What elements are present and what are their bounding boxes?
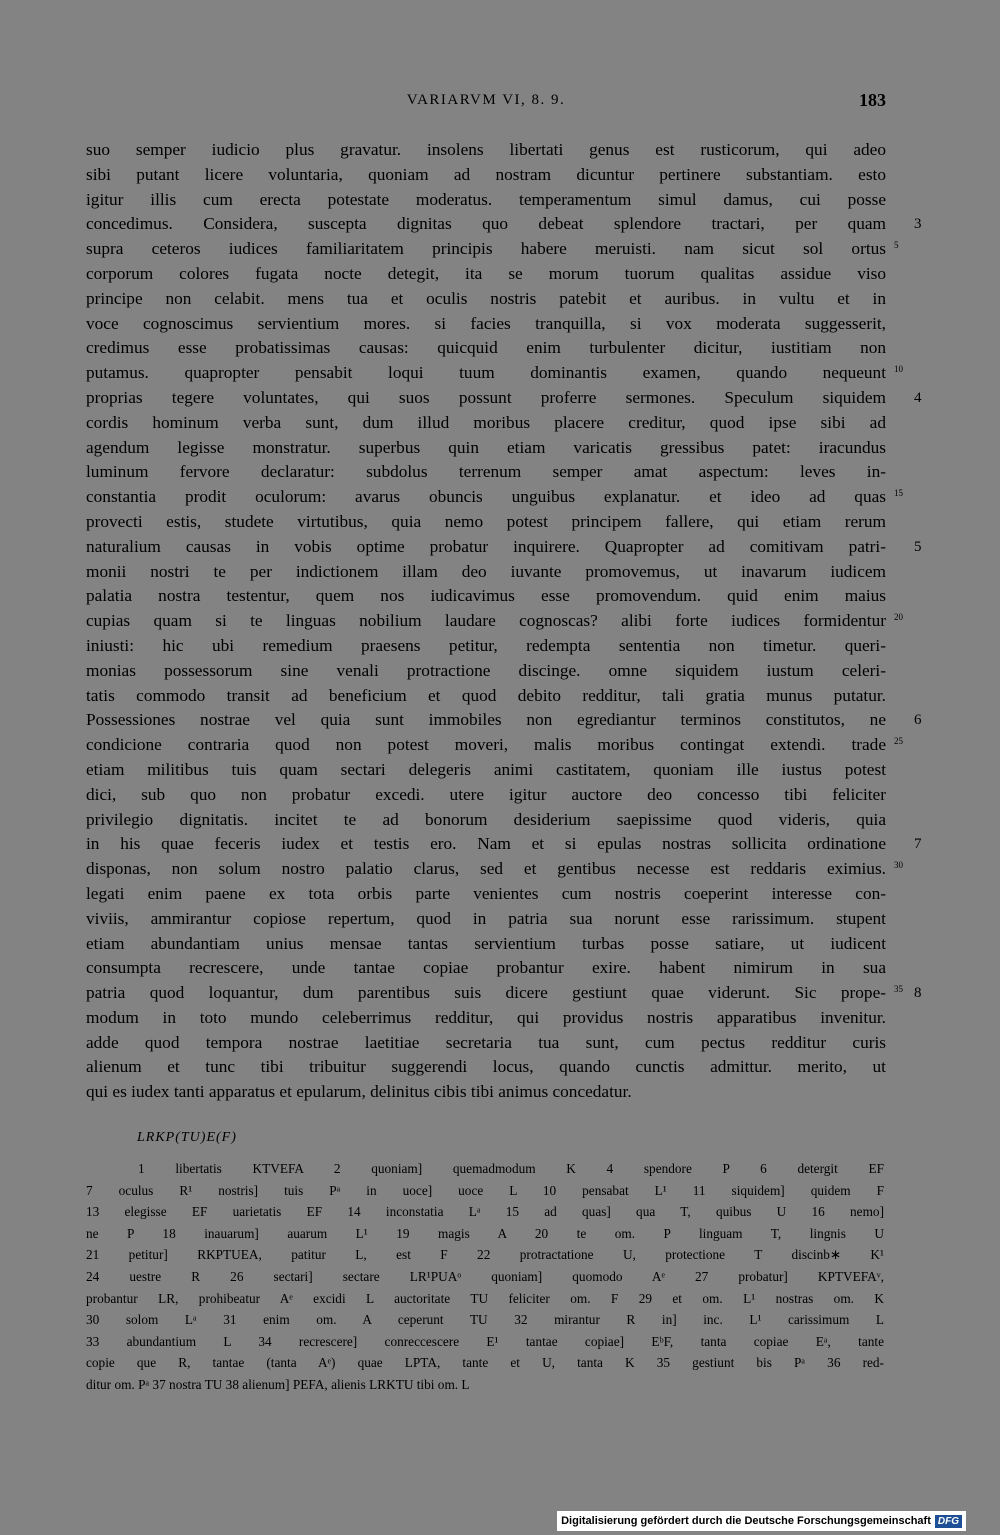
section-number: 6 (914, 712, 922, 729)
line-text: in his quae feceris iudex et testis ero. Nam et si epulas nostras sollicita ordinatione (86, 834, 886, 854)
line-text: sibi putant licere voluntaria, quoniam ad nostram dicuntur pertinere substantiam. esto (86, 164, 886, 184)
line-text: corporum colores fugata nocte detegit, ita se morum tuorum qualitas assidue viso (86, 263, 886, 283)
text-line (86, 932, 886, 957)
line-text: supra ceteros iudices familiaritatem principis habere meruisti. nam sicut sol ortus (86, 239, 886, 259)
line-number: 10 (894, 364, 903, 375)
main-text (86, 138, 922, 1105)
line-number: 25 (894, 736, 903, 747)
running-title: VARIARVM VI, 8. 9. (406, 92, 566, 108)
line-text: cordis hominum verba sunt, dum illud moribus placere creditur, quod ipse sibi ad (86, 412, 886, 432)
apparatus-line: copie que R, tantae (tanta Aᵉ) quae LPTA, tante et U, tanta K 35 gestiunt bis Pᵃ 36 red- (86, 1355, 884, 1371)
text-line (86, 436, 886, 461)
text-line (86, 1055, 886, 1080)
apparatus-line: 7 oculus R¹ nostris] tuis Pᵃ in uoce] uoce L 10 pensabat L¹ 11 siquidem] quidem F (86, 1182, 884, 1198)
line-text: etiam militibus tuis quam sectari delegeris animi castitatem, quoniam ille iustus potest (86, 759, 886, 779)
text-line (86, 634, 886, 659)
line-text: etiam abundantiam unius mensae tantas servientium turbas posse satiare, ut iudicent (86, 933, 886, 953)
section-number: 4 (914, 389, 922, 406)
line-text: tatis commodo transit ad beneficium et quod debito redditur, tali gratia munus putatur. (86, 685, 886, 705)
line-text: iniusti: hic ubi remedium praesens petitur, redempta sententia non timetur. queri- (86, 635, 886, 655)
text-line (86, 907, 886, 932)
line-number: 35 (894, 984, 903, 995)
text-line (86, 708, 922, 733)
section-number: 7 (914, 836, 922, 853)
page-number: 183 (859, 90, 886, 110)
text-line (86, 560, 886, 585)
line-text: luminum fervore declaratur: subdolus terrenum semper amat aspectum: leves in- (86, 462, 886, 482)
line-number: 20 (894, 612, 903, 623)
line-text: concedimus. Considera, suscepta dignitas quo debeat splendore tractari, per quam (86, 214, 886, 234)
line-text: qui es iudex tanti apparatus et epularum, delinitus cibis tibi animus concedatur. (86, 1082, 632, 1102)
line-text: condicione contraria quod non potest moveri, malis moribus contingat extendi. trade (86, 735, 886, 755)
text-line (86, 163, 886, 188)
line-text: privilegio dignitatis. incitet te ad bonorum desiderium saepissime quod videris, quia (86, 809, 886, 829)
text-line (86, 411, 886, 436)
text-line (86, 584, 886, 609)
text-line (86, 386, 922, 411)
text-line (86, 733, 903, 758)
line-text: modum in toto mundo celeberrimus redditur, qui providus nostris apparatibus invenitur. (86, 1007, 886, 1027)
text-line (86, 659, 886, 684)
line-text: monii nostri te per indictionem illam deo iuvante promovemus, ut inavarum iudicem (86, 561, 886, 581)
text-line (86, 882, 886, 907)
apparatus-line: 24 uestre R 26 sectari] sectare LR¹PUAᵒ quoniam] quomodo Aᵉ 27 probatur] KPTVEFAᵛ, (86, 1268, 884, 1284)
line-text: provecti estis, studete virtutibus, quia nemo potest principem fallere, qui etiam rerum (86, 511, 886, 531)
running-head (86, 90, 886, 116)
line-text: legati enim paene ex tota orbis parte venientes cum nostris coeperint interesse con- (86, 883, 886, 903)
apparatus-line: ne P 18 inauarum] auarum L¹ 19 magis A 20 te om. P linguam T, lingnis U (86, 1225, 884, 1241)
line-text: monias possessorum sine venali protractione discinge. omne siquidem iustum celeri- (86, 660, 886, 680)
line-text: disponas, non solum nostro palatio clarus, sed et gentibus necesse est reddaris eximius. (86, 859, 886, 879)
line-text: alienum et tunc tibi tribuitur suggerendi locus, quando cunctis admittur. merito, ut (86, 1057, 886, 1077)
line-text: viviis, ammirantur copiose repertum, quod in patria sua norunt esse rarissimum. stupent (86, 908, 886, 928)
text-line (86, 287, 886, 312)
text-line (86, 1006, 886, 1031)
apparatus-line: 1 libertatis KTVEFA 2 quoniam] quemadmodum K 4 spendore P 6 detergit EF (138, 1161, 884, 1176)
digitization-credit[interactable] (557, 1511, 966, 1531)
text-line (86, 832, 922, 857)
line-number: 30 (894, 860, 903, 871)
text-line (86, 262, 886, 287)
line-number: 5 (894, 240, 899, 251)
line-text: patria quod loquantur, dum parentibus suis dicere gestiunt quae viderunt. Sic prope- (86, 983, 886, 1003)
line-text: naturalium causas in vobis optime probatur inquirere. Quapropter ad comitivam patri- (86, 536, 886, 556)
line-text: dici, sub quo non probatur excedi. utere igitur auctore deo concesso tibi feliciter (86, 784, 886, 804)
text-line (86, 361, 903, 386)
apparatus-line: probantur LR, prohibeatur Aᵉ excidi L auctoritate TU feliciter om. F 29 et om. L¹ nostras om. K (86, 1290, 884, 1306)
text-line (86, 783, 886, 808)
apparatus-line: 21 petitur] RKPTUEA, patitur L, est F 22 protractatione U, protectione T discinb∗ K¹ (86, 1247, 884, 1263)
text-line (86, 981, 922, 1006)
section-number: 5 (914, 538, 922, 555)
line-text: voce cognoscimus servientium mores. si facies tranquilla, si vox moderata suggesserit, (86, 313, 886, 333)
text-line (86, 609, 903, 634)
apparatus-line: 30 solom Lᵃ 31 enim om. A ceperunt TU 32 mirantur R in] inc. L¹ carissimum L (86, 1312, 884, 1328)
text-line (86, 212, 922, 237)
line-text: credimus esse probatissimas causas: quicquid enim turbulenter dicitur, iustitiam non (86, 338, 886, 358)
line-text: cupias quam si te linguas nobilium laudare cognoscas? alibi forte iudices formidentur (86, 611, 886, 631)
line-text: consumpta recrescere, unde tantae copiae probantur exire. habent nimirum in sua (86, 958, 886, 978)
line-text: igitur illis cum erecta potestate moderatus. temperamentum simul damus, cui posse (86, 189, 886, 209)
text-line (86, 857, 903, 882)
credit-text: Digitalisierung gefördert durch die Deutsche Forschungsgemeinschaft (561, 1515, 931, 1527)
text-line (86, 1031, 886, 1056)
line-text: constantia prodit oculorum: avarus obuncis unguibus explanatur. et ideo ad quas (86, 487, 886, 507)
line-number: 15 (894, 488, 903, 499)
text-line (86, 684, 886, 709)
line-text: principe non celabit. mens tua et oculis nostris patebit et auribus. in vultu et in (86, 288, 886, 308)
text-line (86, 312, 886, 337)
text-line (86, 956, 886, 981)
text-line (86, 535, 922, 560)
text-line (86, 485, 903, 510)
text-line (86, 808, 886, 833)
critical-apparatus (86, 1158, 884, 1396)
line-text: agendum legisse monstratur. superbus quin etiam varicatis gressibus patet: iracundus (86, 437, 886, 457)
line-text: palatia nostra testentur, quem nos iudicavimus esse promovendum. quid enim maius (86, 586, 886, 606)
text-line (86, 336, 886, 361)
section-number: 8 (914, 985, 922, 1002)
apparatus-sigla: LRKP(TU)E(F) (137, 1130, 237, 1145)
dfg-logo: DFG (935, 1515, 962, 1528)
apparatus-line: 13 elegisse EF uarietatis EF 14 inconstatia Lᵃ 15 ad quas] qua T, quibus U 16 nemo] (86, 1204, 884, 1220)
apparatus-line: ditur om. Pᵃ 37 nostra TU 38 alienum] PEFA, alienis LRKTU tibi om. L (86, 1376, 470, 1392)
text-line (86, 1080, 886, 1105)
section-number: 3 (914, 216, 922, 233)
apparatus-line: 33 abundantium L 34 recrescere] conreccescere E¹ tantae copiae] EᵇF, tanta copiae Eᵃ, tante (86, 1333, 884, 1349)
line-text: putamus. quapropter pensabit loqui tuum dominantis examen, quando nequeunt (86, 363, 886, 383)
line-text: adde quod tempora nostrae laetitiae secretaria tua sunt, cum pectus redditur curis (86, 1032, 886, 1052)
text-line (86, 758, 886, 783)
text-line (86, 510, 886, 535)
line-text: proprias tegere voluntates, qui suos possunt proferre sermones. Speculum siquidem (86, 387, 886, 407)
text-line (86, 237, 899, 262)
line-text: suo semper iudicio plus gravatur. insolens libertati genus est rusticorum, qui adeo (86, 140, 886, 159)
text-line (86, 138, 886, 163)
line-text: Possessiones nostrae vel quia sunt immobiles non egrediantur terminos constitutos, ne (86, 710, 886, 730)
text-line (86, 188, 886, 213)
text-line (86, 460, 886, 485)
